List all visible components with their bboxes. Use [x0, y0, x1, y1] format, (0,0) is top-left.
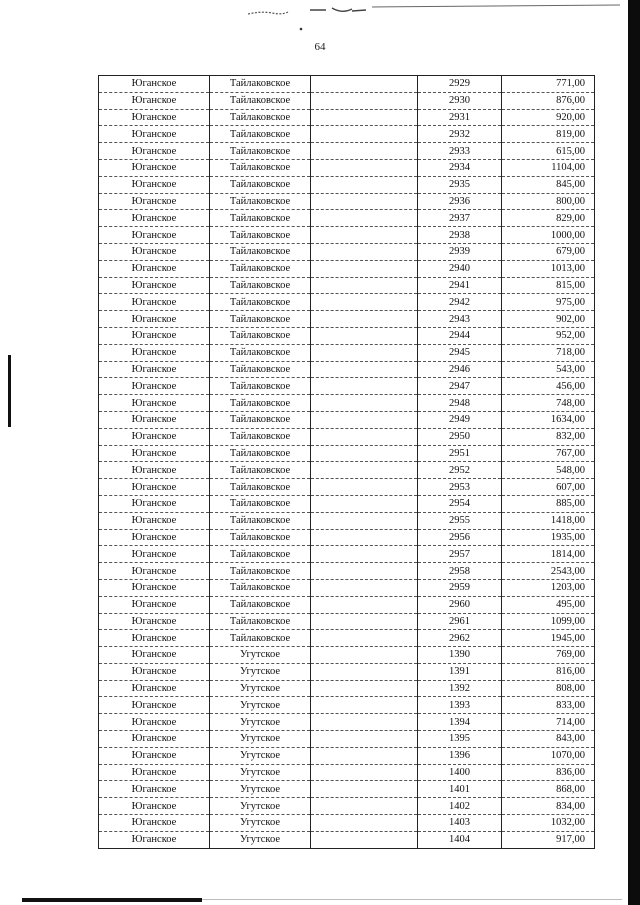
district-cell: Юганское [99, 815, 210, 832]
empty-cell [311, 462, 418, 479]
area-cell: 2543,00 [502, 563, 595, 580]
area-cell: 767,00 [502, 445, 595, 462]
empty-cell [311, 294, 418, 311]
plot-number-cell: 2945 [418, 344, 502, 361]
settlement-cell: Тайлаковское [210, 311, 311, 328]
empty-cell [311, 344, 418, 361]
plot-number-cell: 2953 [418, 479, 502, 496]
empty-cell [311, 227, 418, 244]
settlement-cell: Тайлаковское [210, 176, 311, 193]
table-row [99, 411, 595, 428]
table-row [99, 159, 595, 176]
empty-cell [311, 714, 418, 731]
table-body [99, 76, 595, 849]
empty-cell [311, 277, 418, 294]
table-row [99, 462, 595, 479]
table-row [99, 311, 595, 328]
district-cell: Юганское [99, 176, 210, 193]
empty-cell [311, 663, 418, 680]
table-row [99, 143, 595, 160]
table-row [99, 92, 595, 109]
table-row [99, 126, 595, 143]
settlement-cell: Угутское [210, 647, 311, 664]
district-cell: Юганское [99, 462, 210, 479]
table-row [99, 361, 595, 378]
plot-number-cell: 2959 [418, 579, 502, 596]
area-cell: 615,00 [502, 143, 595, 160]
area-cell: 876,00 [502, 92, 595, 109]
area-cell: 548,00 [502, 462, 595, 479]
empty-cell [311, 546, 418, 563]
settlement-cell: Тайлаковское [210, 411, 311, 428]
plot-number-cell: 2936 [418, 193, 502, 210]
area-cell: 845,00 [502, 176, 595, 193]
empty-cell [311, 428, 418, 445]
table-row [99, 815, 595, 832]
settlement-cell: Угутское [210, 747, 311, 764]
empty-cell [311, 764, 418, 781]
table-row [99, 495, 595, 512]
empty-cell [311, 563, 418, 580]
area-cell: 843,00 [502, 731, 595, 748]
district-cell: Юганское [99, 798, 210, 815]
settlement-cell: Угутское [210, 764, 311, 781]
settlement-cell: Тайлаковское [210, 361, 311, 378]
area-cell: 832,00 [502, 428, 595, 445]
plot-number-cell: 1395 [418, 731, 502, 748]
scan-margin-mark [8, 355, 11, 427]
plot-number-cell: 2939 [418, 243, 502, 260]
district-cell: Юганское [99, 630, 210, 647]
district-cell: Юганское [99, 764, 210, 781]
empty-cell [311, 92, 418, 109]
district-cell: Юганское [99, 361, 210, 378]
plot-number-cell: 2949 [418, 411, 502, 428]
area-cell: 815,00 [502, 277, 595, 294]
district-cell: Юганское [99, 109, 210, 126]
table-row [99, 277, 595, 294]
table-row [99, 663, 595, 680]
district-cell: Юганское [99, 227, 210, 244]
empty-cell [311, 596, 418, 613]
area-cell: 718,00 [502, 344, 595, 361]
empty-cell [311, 378, 418, 395]
district-cell: Юганское [99, 159, 210, 176]
plot-number-cell: 1396 [418, 747, 502, 764]
district-cell: Юганское [99, 697, 210, 714]
table-row [99, 395, 595, 412]
table-row [99, 546, 595, 563]
district-cell: Юганское [99, 495, 210, 512]
area-cell: 816,00 [502, 663, 595, 680]
district-cell: Юганское [99, 378, 210, 395]
table-row [99, 445, 595, 462]
area-cell: 495,00 [502, 596, 595, 613]
empty-cell [311, 512, 418, 529]
settlement-cell: Угутское [210, 781, 311, 798]
empty-cell [311, 781, 418, 798]
settlement-cell: Угутское [210, 697, 311, 714]
plot-number-cell: 2938 [418, 227, 502, 244]
land-plots-table-container [98, 75, 585, 849]
plot-number-cell: 1390 [418, 647, 502, 664]
empty-cell [311, 445, 418, 462]
district-cell: Юганское [99, 344, 210, 361]
district-cell: Юганское [99, 76, 210, 93]
area-cell: 1945,00 [502, 630, 595, 647]
plot-number-cell: 2942 [418, 294, 502, 311]
empty-cell [311, 143, 418, 160]
empty-cell [311, 529, 418, 546]
district-cell: Юганское [99, 529, 210, 546]
table-row [99, 512, 595, 529]
plot-number-cell: 2944 [418, 327, 502, 344]
plot-number-cell: 1400 [418, 764, 502, 781]
district-cell: Юганское [99, 92, 210, 109]
area-cell: 1418,00 [502, 512, 595, 529]
district-cell: Юганское [99, 395, 210, 412]
settlement-cell: Тайлаковское [210, 92, 311, 109]
empty-cell [311, 327, 418, 344]
area-cell: 1032,00 [502, 815, 595, 832]
empty-cell [311, 361, 418, 378]
table-row [99, 243, 595, 260]
district-cell: Юганское [99, 613, 210, 630]
area-cell: 902,00 [502, 311, 595, 328]
district-cell: Юганское [99, 277, 210, 294]
page-number: 64 [314, 41, 326, 53]
plot-number-cell: 1401 [418, 781, 502, 798]
area-cell: 833,00 [502, 697, 595, 714]
district-cell: Юганское [99, 327, 210, 344]
table-row [99, 210, 595, 227]
district-cell: Юганское [99, 512, 210, 529]
area-cell: 975,00 [502, 294, 595, 311]
settlement-cell: Угутское [210, 815, 311, 832]
settlement-cell: Тайлаковское [210, 395, 311, 412]
district-cell: Юганское [99, 647, 210, 664]
table-row [99, 613, 595, 630]
plot-number-cell: 2955 [418, 512, 502, 529]
plot-number-cell: 1404 [418, 831, 502, 848]
district-cell: Юганское [99, 579, 210, 596]
area-cell: 1203,00 [502, 579, 595, 596]
settlement-cell: Тайлаковское [210, 193, 311, 210]
district-cell: Юганское [99, 596, 210, 613]
table-row [99, 579, 595, 596]
plot-number-cell: 1394 [418, 714, 502, 731]
area-cell: 885,00 [502, 495, 595, 512]
settlement-cell: Тайлаковское [210, 327, 311, 344]
plot-number-cell: 1392 [418, 680, 502, 697]
table-row [99, 428, 595, 445]
empty-cell [311, 613, 418, 630]
plot-number-cell: 2951 [418, 445, 502, 462]
plot-number-cell: 2931 [418, 109, 502, 126]
plot-number-cell: 2948 [418, 395, 502, 412]
settlement-cell: Тайлаковское [210, 210, 311, 227]
plot-number-cell: 2958 [418, 563, 502, 580]
district-cell: Юганское [99, 747, 210, 764]
settlement-cell: Тайлаковское [210, 579, 311, 596]
settlement-cell: Угутское [210, 663, 311, 680]
area-cell: 1000,00 [502, 227, 595, 244]
plot-number-cell: 2961 [418, 613, 502, 630]
table-row [99, 747, 595, 764]
table-row [99, 344, 595, 361]
district-cell: Юганское [99, 663, 210, 680]
empty-cell [311, 831, 418, 848]
area-cell: 829,00 [502, 210, 595, 227]
table-row [99, 563, 595, 580]
empty-cell [311, 159, 418, 176]
table-row [99, 479, 595, 496]
settlement-cell: Тайлаковское [210, 462, 311, 479]
settlement-cell: Тайлаковское [210, 495, 311, 512]
empty-cell [311, 76, 418, 93]
plot-number-cell: 2957 [418, 546, 502, 563]
settlement-cell: Угутское [210, 731, 311, 748]
settlement-cell: Тайлаковское [210, 378, 311, 395]
table-row [99, 647, 595, 664]
area-cell: 1013,00 [502, 260, 595, 277]
plot-number-cell: 1393 [418, 697, 502, 714]
area-cell: 1099,00 [502, 613, 595, 630]
table-row [99, 630, 595, 647]
plot-number-cell: 2946 [418, 361, 502, 378]
district-cell: Юганское [99, 781, 210, 798]
empty-cell [311, 579, 418, 596]
empty-cell [311, 395, 418, 412]
district-cell: Юганское [99, 193, 210, 210]
scan-artifacts-top [0, 0, 640, 40]
empty-cell [311, 697, 418, 714]
scan-right-edge [628, 0, 640, 905]
area-cell: 1070,00 [502, 747, 595, 764]
district-cell: Юганское [99, 546, 210, 563]
district-cell: Юганское [99, 243, 210, 260]
settlement-cell: Тайлаковское [210, 445, 311, 462]
plot-number-cell: 2929 [418, 76, 502, 93]
settlement-cell: Тайлаковское [210, 159, 311, 176]
empty-cell [311, 311, 418, 328]
table-row [99, 227, 595, 244]
settlement-cell: Тайлаковское [210, 512, 311, 529]
table-row [99, 731, 595, 748]
area-cell: 607,00 [502, 479, 595, 496]
table-row [99, 76, 595, 93]
settlement-cell: Тайлаковское [210, 109, 311, 126]
settlement-cell: Тайлаковское [210, 428, 311, 445]
empty-cell [311, 411, 418, 428]
district-cell: Юганское [99, 210, 210, 227]
table-row [99, 714, 595, 731]
settlement-cell: Угутское [210, 680, 311, 697]
area-cell: 771,00 [502, 76, 595, 93]
district-cell: Юганское [99, 126, 210, 143]
settlement-cell: Угутское [210, 831, 311, 848]
area-cell: 917,00 [502, 831, 595, 848]
plot-number-cell: 2932 [418, 126, 502, 143]
plot-number-cell: 2954 [418, 495, 502, 512]
plot-number-cell: 2940 [418, 260, 502, 277]
district-cell: Юганское [99, 294, 210, 311]
settlement-cell: Тайлаковское [210, 126, 311, 143]
area-cell: 769,00 [502, 647, 595, 664]
district-cell: Юганское [99, 831, 210, 848]
settlement-cell: Тайлаковское [210, 479, 311, 496]
plot-number-cell: 2934 [418, 159, 502, 176]
table-row [99, 529, 595, 546]
district-cell: Юганское [99, 143, 210, 160]
district-cell: Юганское [99, 563, 210, 580]
district-cell: Юганское [99, 445, 210, 462]
settlement-cell: Тайлаковское [210, 76, 311, 93]
plot-number-cell: 2935 [418, 176, 502, 193]
table-row [99, 596, 595, 613]
empty-cell [311, 243, 418, 260]
settlement-cell: Тайлаковское [210, 344, 311, 361]
table-row [99, 781, 595, 798]
land-plots-table [98, 75, 595, 849]
empty-cell [311, 193, 418, 210]
area-cell: 1634,00 [502, 411, 595, 428]
area-cell: 456,00 [502, 378, 595, 395]
empty-cell [311, 680, 418, 697]
empty-cell [311, 479, 418, 496]
settlement-cell: Тайлаковское [210, 260, 311, 277]
table-row [99, 193, 595, 210]
district-cell: Юганское [99, 260, 210, 277]
table-row [99, 109, 595, 126]
plot-number-cell: 2933 [418, 143, 502, 160]
empty-cell [311, 747, 418, 764]
settlement-cell: Тайлаковское [210, 613, 311, 630]
area-cell: 868,00 [502, 781, 595, 798]
empty-cell [311, 260, 418, 277]
plot-number-cell: 2956 [418, 529, 502, 546]
settlement-cell: Тайлаковское [210, 294, 311, 311]
table-row [99, 260, 595, 277]
plot-number-cell: 2937 [418, 210, 502, 227]
settlement-cell: Тайлаковское [210, 563, 311, 580]
settlement-cell: Угутское [210, 714, 311, 731]
plot-number-cell: 1391 [418, 663, 502, 680]
settlement-cell: Тайлаковское [210, 143, 311, 160]
district-cell: Юганское [99, 311, 210, 328]
plot-number-cell: 2950 [418, 428, 502, 445]
area-cell: 714,00 [502, 714, 595, 731]
settlement-cell: Угутское [210, 798, 311, 815]
empty-cell [311, 210, 418, 227]
empty-cell [311, 109, 418, 126]
table-row [99, 764, 595, 781]
settlement-cell: Тайлаковское [210, 529, 311, 546]
district-cell: Юганское [99, 479, 210, 496]
empty-cell [311, 495, 418, 512]
area-cell: 819,00 [502, 126, 595, 143]
plot-number-cell: 1402 [418, 798, 502, 815]
area-cell: 748,00 [502, 395, 595, 412]
empty-cell [311, 731, 418, 748]
area-cell: 920,00 [502, 109, 595, 126]
district-cell: Юганское [99, 411, 210, 428]
settlement-cell: Тайлаковское [210, 277, 311, 294]
table-row [99, 327, 595, 344]
empty-cell [311, 647, 418, 664]
district-cell: Юганское [99, 731, 210, 748]
empty-cell [311, 176, 418, 193]
area-cell: 1935,00 [502, 529, 595, 546]
plot-number-cell: 2962 [418, 630, 502, 647]
settlement-cell: Тайлаковское [210, 596, 311, 613]
plot-number-cell: 2930 [418, 92, 502, 109]
table-row [99, 176, 595, 193]
scan-bottom-bar [22, 898, 202, 902]
settlement-cell: Тайлаковское [210, 243, 311, 260]
district-cell: Юганское [99, 714, 210, 731]
plot-number-cell: 2941 [418, 277, 502, 294]
settlement-cell: Тайлаковское [210, 630, 311, 647]
area-cell: 834,00 [502, 798, 595, 815]
area-cell: 952,00 [502, 327, 595, 344]
table-row [99, 697, 595, 714]
area-cell: 836,00 [502, 764, 595, 781]
scan-bottom-line [202, 899, 622, 900]
area-cell: 1814,00 [502, 546, 595, 563]
plot-number-cell: 2960 [418, 596, 502, 613]
area-cell: 543,00 [502, 361, 595, 378]
plot-number-cell: 2952 [418, 462, 502, 479]
empty-cell [311, 630, 418, 647]
table-row [99, 294, 595, 311]
settlement-cell: Тайлаковское [210, 227, 311, 244]
table-row [99, 798, 595, 815]
district-cell: Юганское [99, 680, 210, 697]
area-cell: 679,00 [502, 243, 595, 260]
area-cell: 1104,00 [502, 159, 595, 176]
plot-number-cell: 1403 [418, 815, 502, 832]
empty-cell [311, 815, 418, 832]
settlement-cell: Тайлаковское [210, 546, 311, 563]
table-row [99, 831, 595, 848]
empty-cell [311, 126, 418, 143]
table-row [99, 680, 595, 697]
empty-cell [311, 798, 418, 815]
district-cell: Юганское [99, 428, 210, 445]
plot-number-cell: 2943 [418, 311, 502, 328]
area-cell: 808,00 [502, 680, 595, 697]
area-cell: 800,00 [502, 193, 595, 210]
plot-number-cell: 2947 [418, 378, 502, 395]
table-row [99, 378, 595, 395]
